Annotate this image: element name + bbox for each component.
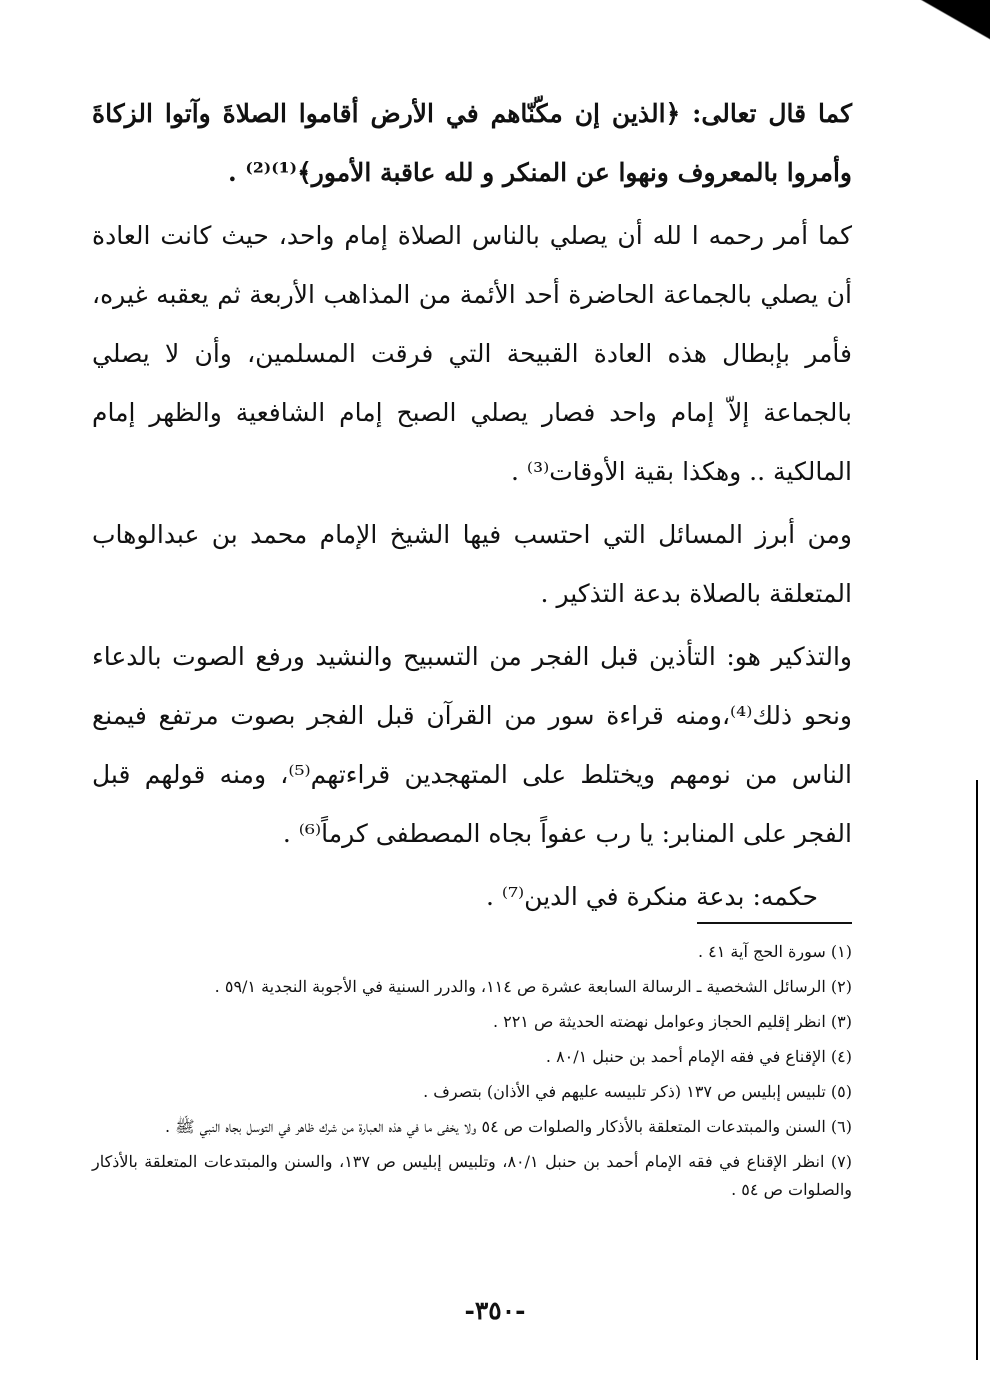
main-body-text	[92, 84, 852, 930]
footnotes-section	[92, 938, 852, 1211]
footnote-7: (٧) انظر الإقناع في فقه الإمام أحمد بن حنبل ٨٠/١، وتلبيس إبليس ص ١٣٧، والسنن والمبتدعات المتعلقة بالأذكار والصلوات ص ٥٤ .	[92, 1152, 852, 1199]
tadhkir-definition-paragraph: والتذكير هو: التأذين قبل الفجر من التسبيح والنشيد ورفع الصوت بالدعاء ونحو ذلك⁽⁴⁾،ومنه قراءة سور من القرآن قبل الفجر بصوت مرتفع فيمنع الناس من نومهم ويختلط على المتهجدين قراءتهم⁽⁵⁾، ومنه قولهم قبل الفجر على المنابر: يا رب عفواً بجاه المصطفى كرماً⁽⁶⁾ .	[92, 642, 852, 848]
page-number: -٣٥٠-	[464, 1296, 526, 1325]
footnote-separator	[697, 922, 852, 924]
imam-paragraph: كما أمر رحمه ا لله أن يصلي بالناس الصلاة إمام واحد، حيث كانت العادة أن يصلي بالجماعة الحاضرة أحد الأئمة من المذاهب الأربعة ثم يعقبه غيره، فأمر بإبطال هذه العادة القبيحة التي فرقت المسلمين، وأن لا يصلي بالجماعة إلاّ إمام واحد فصار يصلي الصبح إمام الشافعية والظهر إمام المالكية .. وهكذا بقية الأوقات⁽³⁾ .	[92, 221, 852, 486]
footnote-2: (٢) الرسائل الشخصية ـ الرسالة السابعة عشرة ص ١١٤، والدرر السنية في الأجوبة النجدية ٥٩/١ .	[214, 977, 852, 996]
footnote-3: (٣) انظر إقليم الحجاز وعوامل نهضته الحديثة ص ٢٢١ .	[492, 1012, 852, 1031]
ruling-paragraph: حكمه: بدعة منكرة في الدين⁽⁷⁾ .	[485, 882, 818, 911]
footnote-1: (١) سورة الحج آية ٤١ .	[697, 942, 852, 961]
footnote-4: (٤) الإقناع في فقه الإمام أحمد بن حنبل ٨٠/١ .	[545, 1047, 852, 1066]
footnote-5: (٥) تلبيس إبليس ص ١٣٧ (ذكر تلبيسه عليهم في الأذان) بتصرف .	[423, 1082, 852, 1101]
corner-scan-mark	[920, 0, 990, 40]
scan-edge-line	[976, 780, 978, 1360]
quran-quote-paragraph: كما قال تعالى: ﴿الذين إن مكّنّاهم في الأرض أقاموا الصلاةَ وآتوا الزكاةَ وأمروا بالمعروف ونهوا عن المنكر و لله عاقبة الأمور﴾⁽¹⁾⁽²⁾ .	[92, 99, 852, 187]
footnote-6: (٦) السنن والمبتدعات المتعلقة بالأذكار والصلوات ص ٥٤ ولا يخفى ما في هذه العبارة من شرك ظاهر في التوسل بجاه النبي ﷺ .	[165, 1117, 852, 1136]
tadhkir-intro-paragraph: ومن أبرز المسائل التي احتسب فيها الشيخ الإمام محمد بن عبدالوهاب المتعلقة بالصلاة بدعة التذكير .	[92, 520, 852, 608]
